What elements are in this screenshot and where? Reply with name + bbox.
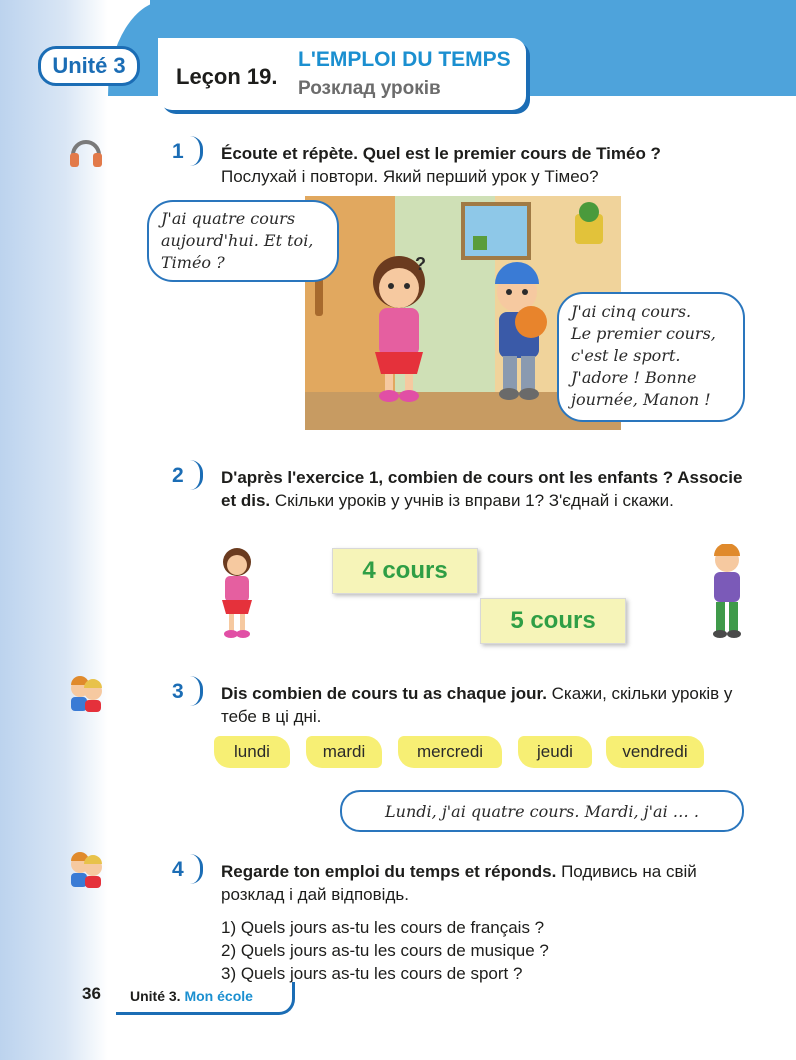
question-item: 2) Quels jours as-tu les cours de musique ? — [221, 941, 549, 960]
match-card-5-cours[interactable]: 5 cours — [480, 598, 626, 644]
question-item: 3) Quels jours as-tu les cours de sport ? — [221, 964, 523, 983]
day-vendredi[interactable]: vendredi — [606, 736, 704, 768]
boy-bubble-line: journée, Manon ! — [571, 390, 711, 409]
day-lundi[interactable]: lundi — [214, 736, 290, 768]
day-mardi[interactable]: mardi — [306, 736, 382, 768]
exercise-2-instruction-ua: Скільки уроків у учнів із вправи 1? З'єднай і скажи. — [274, 491, 674, 510]
exercise-3-number: 3 — [172, 680, 184, 703]
boy-speech-bubble — [557, 292, 745, 422]
lesson-title-box — [158, 38, 526, 110]
boy-bubble-line: c'est le sport. — [571, 346, 681, 365]
boy-bubble-line: J'ai cinq cours. — [571, 302, 692, 321]
girl-bubble-line: aujourd'hui. Et toi, — [161, 231, 314, 250]
girl-speech-bubble — [147, 200, 339, 282]
exercise-4-instruction-fr: Regarde ton emploi du temps et réponds. — [221, 862, 557, 881]
pair-talk-icon — [66, 850, 106, 890]
exercise-3-instruction — [221, 682, 747, 728]
footer-unit-label: Unité 3. — [130, 988, 181, 1004]
exercise-4-instruction — [221, 860, 747, 906]
pair-talk-icon — [66, 674, 106, 714]
exercise-1-instruction-fr: Écoute et répète. Quel est le premier cours de Timéo ? — [221, 144, 661, 163]
girl-figure — [212, 546, 262, 642]
footer-unit — [130, 988, 253, 1004]
exercise-1-number: 1 — [172, 140, 184, 163]
unit-badge: Unité 3 — [38, 46, 140, 86]
lesson-title-fr: L'EMPLOI DU TEMPS — [298, 48, 511, 71]
page-number: 36 — [82, 984, 101, 1003]
boy-bubble-line: Le premier cours, — [571, 324, 716, 343]
exercise-4-number: 4 — [172, 858, 184, 881]
question-mark: ? — [415, 254, 426, 274]
exercise-3-instruction-ua: Скажи, скільки уроків у тебе в ці дні. — [221, 684, 733, 726]
exercise-4-questions — [221, 916, 549, 985]
girl-bubble-line: J'ai quatre cours — [161, 209, 296, 228]
footer-unit-title: Mon école — [184, 988, 253, 1004]
exercise-2-instruction — [221, 466, 747, 512]
lesson-title-ua: Розклад уроків — [298, 78, 441, 99]
exercise-1-instruction-ua: Послухай і повтори. Який перший урок у Тімео? — [221, 167, 599, 186]
example-answer-bubble: Lundi, j'ai quatre cours. Mardi, j'ai … . — [340, 790, 744, 832]
match-card-4-cours[interactable]: 4 cours — [332, 548, 478, 594]
exercise-3-instruction-fr: Dis combien de cours tu as chaque jour. — [221, 684, 547, 703]
exercise-4-instruction-ua: Подивись на свій розклад і дай відповідь. — [221, 862, 697, 904]
lesson-label: Leçon 19. — [176, 64, 278, 89]
boy-bubble-line: J'adore ! Bonne — [571, 368, 697, 387]
day-jeudi[interactable]: jeudi — [518, 736, 592, 768]
exercise-2-instruction-fr: D'après l'exercice 1, combien de cours ont les enfants ? Associe et dis. — [221, 468, 743, 510]
exercise-1-instruction — [221, 142, 747, 188]
question-item: 1) Quels jours as-tu les cours de français ? — [221, 918, 545, 937]
boy-figure — [704, 544, 750, 642]
girl-bubble-line: Timéo ? — [161, 253, 225, 272]
exercise-2-number: 2 — [172, 464, 184, 487]
headphones-icon — [66, 132, 106, 172]
day-mercredi[interactable]: mercredi — [398, 736, 502, 768]
